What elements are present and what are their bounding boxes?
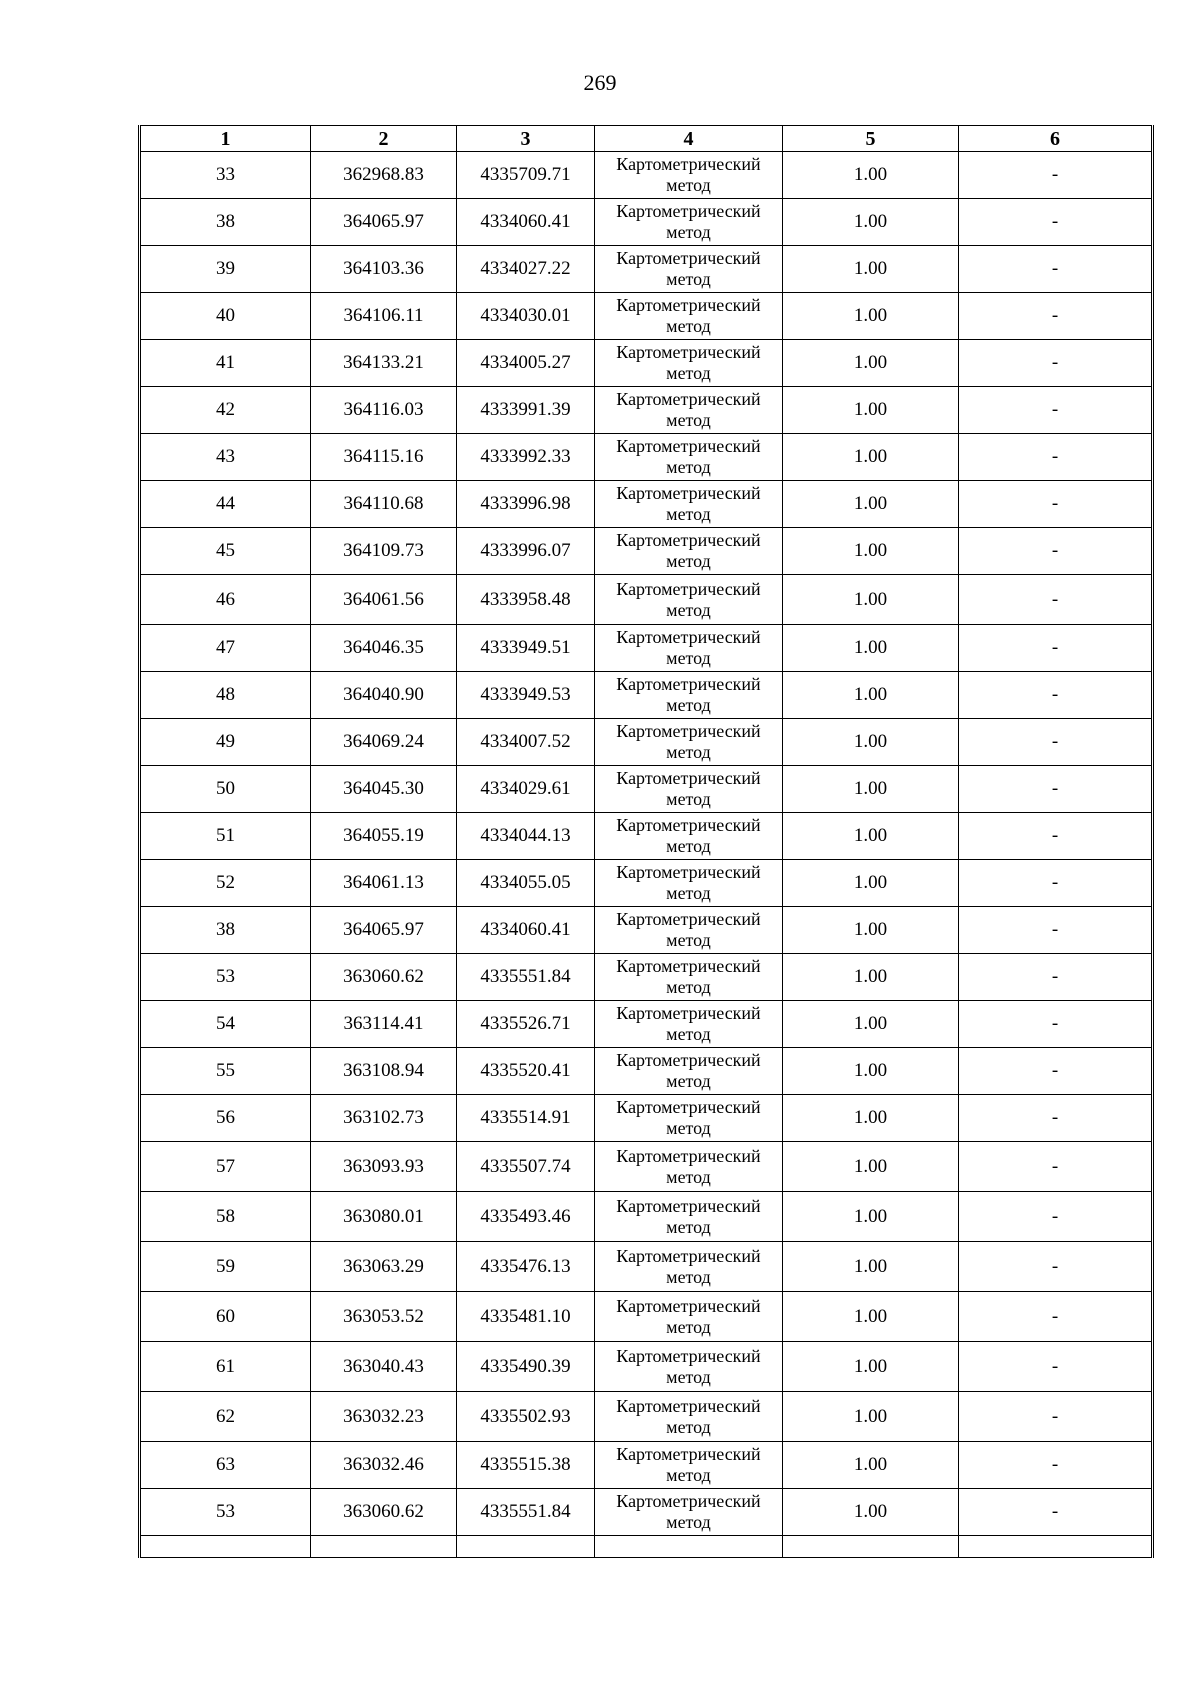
precision-cell: 1.00 — [783, 1095, 959, 1142]
note-cell: - — [959, 575, 1153, 625]
precision-cell: 1.00 — [783, 293, 959, 340]
method-cell: Картометрический метод — [595, 1095, 783, 1142]
column-header-5: 5 — [783, 126, 959, 152]
method-cell: Картометрический метод — [595, 860, 783, 907]
empty-cell — [783, 1536, 959, 1558]
table-row — [140, 246, 1153, 293]
note-cell: - — [959, 860, 1153, 907]
note-cell: - — [959, 481, 1153, 528]
method-cell: Картометрический метод — [595, 1442, 783, 1489]
note-cell: - — [959, 1489, 1153, 1536]
x-coordinate-cell: 363060.62 — [311, 954, 457, 1001]
x-coordinate-cell: 363114.41 — [311, 1001, 457, 1048]
x-coordinate-cell: 364133.21 — [311, 340, 457, 387]
precision-cell: 1.00 — [783, 860, 959, 907]
y-coordinate-cell: 4335476.13 — [457, 1242, 595, 1292]
note-cell: - — [959, 199, 1153, 246]
x-coordinate-cell: 363060.62 — [311, 1489, 457, 1536]
note-cell: - — [959, 625, 1153, 672]
table-body — [140, 152, 1153, 1558]
y-coordinate-cell: 4333958.48 — [457, 575, 595, 625]
precision-cell: 1.00 — [783, 1242, 959, 1292]
point-number-cell: 40 — [140, 293, 311, 340]
method-cell: Картометрический метод — [595, 1392, 783, 1442]
table-row — [140, 719, 1153, 766]
table-row — [140, 528, 1153, 575]
note-cell: - — [959, 434, 1153, 481]
point-number-cell: 45 — [140, 528, 311, 575]
point-number-cell: 57 — [140, 1142, 311, 1192]
note-cell: - — [959, 152, 1153, 199]
x-coordinate-cell: 363102.73 — [311, 1095, 457, 1142]
point-number-cell: 50 — [140, 766, 311, 813]
point-number-cell: 51 — [140, 813, 311, 860]
y-coordinate-cell: 4334005.27 — [457, 340, 595, 387]
x-coordinate-cell: 364055.19 — [311, 813, 457, 860]
table-row — [140, 1442, 1153, 1489]
precision-cell: 1.00 — [783, 719, 959, 766]
x-coordinate-cell: 363053.52 — [311, 1292, 457, 1342]
method-cell: Картометрический метод — [595, 199, 783, 246]
table-row — [140, 813, 1153, 860]
y-coordinate-cell: 4335502.93 — [457, 1392, 595, 1442]
note-cell: - — [959, 1442, 1153, 1489]
precision-cell: 1.00 — [783, 528, 959, 575]
point-number-cell: 52 — [140, 860, 311, 907]
point-number-cell: 58 — [140, 1192, 311, 1242]
empty-cell — [311, 1536, 457, 1558]
y-coordinate-cell: 4335551.84 — [457, 1489, 595, 1536]
method-cell: Картометрический метод — [595, 1489, 783, 1536]
method-cell: Картометрический метод — [595, 672, 783, 719]
note-cell: - — [959, 528, 1153, 575]
empty-cell — [959, 1536, 1153, 1558]
x-coordinate-cell: 364065.97 — [311, 199, 457, 246]
table-row — [140, 481, 1153, 528]
precision-cell: 1.00 — [783, 1489, 959, 1536]
point-number-cell: 55 — [140, 1048, 311, 1095]
y-coordinate-cell: 4334060.41 — [457, 907, 595, 954]
point-number-cell: 53 — [140, 1489, 311, 1536]
coordinates-table-container — [138, 125, 1151, 1558]
y-coordinate-cell: 4335514.91 — [457, 1095, 595, 1142]
note-cell: - — [959, 954, 1153, 1001]
y-coordinate-cell: 4334055.05 — [457, 860, 595, 907]
table-row — [140, 293, 1153, 340]
table-row — [140, 625, 1153, 672]
precision-cell: 1.00 — [783, 1442, 959, 1489]
point-number-cell: 53 — [140, 954, 311, 1001]
precision-cell: 1.00 — [783, 481, 959, 528]
table-row — [140, 860, 1153, 907]
x-coordinate-cell: 364061.13 — [311, 860, 457, 907]
table-row — [140, 434, 1153, 481]
note-cell: - — [959, 1342, 1153, 1392]
y-coordinate-cell: 4335507.74 — [457, 1142, 595, 1192]
precision-cell: 1.00 — [783, 1342, 959, 1392]
precision-cell: 1.00 — [783, 1392, 959, 1442]
precision-cell: 1.00 — [783, 672, 959, 719]
note-cell: - — [959, 766, 1153, 813]
table-row — [140, 1142, 1153, 1192]
point-number-cell: 59 — [140, 1242, 311, 1292]
point-number-cell: 56 — [140, 1095, 311, 1142]
note-cell: - — [959, 1095, 1153, 1142]
y-coordinate-cell: 4335520.41 — [457, 1048, 595, 1095]
method-cell: Картометрический метод — [595, 387, 783, 434]
x-coordinate-cell: 363032.46 — [311, 1442, 457, 1489]
x-coordinate-cell: 364065.97 — [311, 907, 457, 954]
column-header-6: 6 — [959, 126, 1153, 152]
table-row — [140, 199, 1153, 246]
x-coordinate-cell: 364106.11 — [311, 293, 457, 340]
y-coordinate-cell: 4335515.38 — [457, 1442, 595, 1489]
y-coordinate-cell: 4335551.84 — [457, 954, 595, 1001]
method-cell: Картометрический метод — [595, 1142, 783, 1192]
y-coordinate-cell: 4335493.46 — [457, 1192, 595, 1242]
x-coordinate-cell: 362968.83 — [311, 152, 457, 199]
table-row — [140, 1192, 1153, 1242]
x-coordinate-cell: 364109.73 — [311, 528, 457, 575]
method-cell: Картометрический метод — [595, 481, 783, 528]
y-coordinate-cell: 4333949.53 — [457, 672, 595, 719]
table-row — [140, 672, 1153, 719]
y-coordinate-cell: 4333996.07 — [457, 528, 595, 575]
precision-cell: 1.00 — [783, 954, 959, 1001]
precision-cell: 1.00 — [783, 434, 959, 481]
point-number-cell: 39 — [140, 246, 311, 293]
x-coordinate-cell: 363063.29 — [311, 1242, 457, 1292]
y-coordinate-cell: 4334060.41 — [457, 199, 595, 246]
note-cell: - — [959, 1292, 1153, 1342]
point-number-cell: 62 — [140, 1392, 311, 1442]
note-cell: - — [959, 1242, 1153, 1292]
table-row — [140, 1095, 1153, 1142]
x-coordinate-cell: 363032.23 — [311, 1392, 457, 1442]
note-cell: - — [959, 719, 1153, 766]
column-header-1: 1 — [140, 126, 311, 152]
page-number: 269 — [583, 70, 617, 95]
x-coordinate-cell: 364115.16 — [311, 434, 457, 481]
table-row — [140, 575, 1153, 625]
y-coordinate-cell: 4333992.33 — [457, 434, 595, 481]
note-cell: - — [959, 1001, 1153, 1048]
x-coordinate-cell: 363093.93 — [311, 1142, 457, 1192]
table-row — [140, 1342, 1153, 1392]
table-row — [140, 1001, 1153, 1048]
x-coordinate-cell: 363040.43 — [311, 1342, 457, 1392]
table-row — [140, 766, 1153, 813]
note-cell: - — [959, 672, 1153, 719]
point-number-cell: 60 — [140, 1292, 311, 1342]
method-cell: Картометрический метод — [595, 575, 783, 625]
table-row — [140, 340, 1153, 387]
precision-cell: 1.00 — [783, 387, 959, 434]
empty-table-row — [140, 1536, 1153, 1558]
point-number-cell: 38 — [140, 199, 311, 246]
point-number-cell: 43 — [140, 434, 311, 481]
point-number-cell: 61 — [140, 1342, 311, 1392]
note-cell: - — [959, 813, 1153, 860]
x-coordinate-cell: 364061.56 — [311, 575, 457, 625]
table-header-row — [140, 126, 1153, 152]
note-cell: - — [959, 1192, 1153, 1242]
y-coordinate-cell: 4333949.51 — [457, 625, 595, 672]
coordinates-table — [138, 125, 1154, 1558]
y-coordinate-cell: 4335526.71 — [457, 1001, 595, 1048]
method-cell: Картометрический метод — [595, 1342, 783, 1392]
column-header-3: 3 — [457, 126, 595, 152]
y-coordinate-cell: 4333996.98 — [457, 481, 595, 528]
table-row — [140, 387, 1153, 434]
y-coordinate-cell: 4335490.39 — [457, 1342, 595, 1392]
empty-cell — [595, 1536, 783, 1558]
note-cell: - — [959, 246, 1153, 293]
precision-cell: 1.00 — [783, 152, 959, 199]
point-number-cell: 46 — [140, 575, 311, 625]
method-cell: Картометрический метод — [595, 766, 783, 813]
table-row — [140, 1489, 1153, 1536]
table-row — [140, 1048, 1153, 1095]
method-cell: Картометрический метод — [595, 954, 783, 1001]
x-coordinate-cell: 364110.68 — [311, 481, 457, 528]
table-row — [140, 1292, 1153, 1342]
x-coordinate-cell: 364116.03 — [311, 387, 457, 434]
y-coordinate-cell: 4335709.71 — [457, 152, 595, 199]
point-number-cell: 33 — [140, 152, 311, 199]
precision-cell: 1.00 — [783, 813, 959, 860]
y-coordinate-cell: 4334007.52 — [457, 719, 595, 766]
x-coordinate-cell: 363080.01 — [311, 1192, 457, 1242]
precision-cell: 1.00 — [783, 199, 959, 246]
note-cell: - — [959, 1142, 1153, 1192]
x-coordinate-cell: 364045.30 — [311, 766, 457, 813]
precision-cell: 1.00 — [783, 1001, 959, 1048]
method-cell: Картометрический метод — [595, 625, 783, 672]
x-coordinate-cell: 364040.90 — [311, 672, 457, 719]
note-cell: - — [959, 293, 1153, 340]
note-cell: - — [959, 340, 1153, 387]
table-row — [140, 954, 1153, 1001]
x-coordinate-cell: 363108.94 — [311, 1048, 457, 1095]
precision-cell: 1.00 — [783, 766, 959, 813]
method-cell: Картометрический метод — [595, 907, 783, 954]
x-coordinate-cell: 364069.24 — [311, 719, 457, 766]
point-number-cell: 48 — [140, 672, 311, 719]
method-cell: Картометрический метод — [595, 1292, 783, 1342]
x-coordinate-cell: 364103.36 — [311, 246, 457, 293]
point-number-cell: 63 — [140, 1442, 311, 1489]
table-row — [140, 907, 1153, 954]
x-coordinate-cell: 364046.35 — [311, 625, 457, 672]
point-number-cell: 38 — [140, 907, 311, 954]
method-cell: Картометрический метод — [595, 528, 783, 575]
note-cell: - — [959, 1392, 1153, 1442]
precision-cell: 1.00 — [783, 340, 959, 387]
method-cell: Картометрический метод — [595, 340, 783, 387]
method-cell: Картометрический метод — [595, 434, 783, 481]
precision-cell: 1.00 — [783, 246, 959, 293]
note-cell: - — [959, 387, 1153, 434]
empty-cell — [140, 1536, 311, 1558]
y-coordinate-cell: 4334044.13 — [457, 813, 595, 860]
point-number-cell: 47 — [140, 625, 311, 672]
y-coordinate-cell: 4335481.10 — [457, 1292, 595, 1342]
point-number-cell: 49 — [140, 719, 311, 766]
precision-cell: 1.00 — [783, 1192, 959, 1242]
note-cell: - — [959, 1048, 1153, 1095]
note-cell: - — [959, 907, 1153, 954]
precision-cell: 1.00 — [783, 575, 959, 625]
point-number-cell: 42 — [140, 387, 311, 434]
point-number-cell: 41 — [140, 340, 311, 387]
y-coordinate-cell: 4334030.01 — [457, 293, 595, 340]
y-coordinate-cell: 4333991.39 — [457, 387, 595, 434]
precision-cell: 1.00 — [783, 1048, 959, 1095]
column-header-4: 4 — [595, 126, 783, 152]
method-cell: Картометрический метод — [595, 1048, 783, 1095]
y-coordinate-cell: 4334029.61 — [457, 766, 595, 813]
method-cell: Картометрический метод — [595, 293, 783, 340]
point-number-cell: 44 — [140, 481, 311, 528]
table-row — [140, 1242, 1153, 1292]
method-cell: Картометрический метод — [595, 246, 783, 293]
method-cell: Картометрический метод — [595, 152, 783, 199]
column-header-2: 2 — [311, 126, 457, 152]
precision-cell: 1.00 — [783, 907, 959, 954]
empty-cell — [457, 1536, 595, 1558]
table-row — [140, 1392, 1153, 1442]
point-number-cell: 54 — [140, 1001, 311, 1048]
method-cell: Картометрический метод — [595, 1001, 783, 1048]
table-row — [140, 152, 1153, 199]
method-cell: Картометрический метод — [595, 1242, 783, 1292]
method-cell: Картометрический метод — [595, 813, 783, 860]
precision-cell: 1.00 — [783, 625, 959, 672]
method-cell: Картометрический метод — [595, 1192, 783, 1242]
precision-cell: 1.00 — [783, 1142, 959, 1192]
precision-cell: 1.00 — [783, 1292, 959, 1342]
method-cell: Картометрический метод — [595, 719, 783, 766]
y-coordinate-cell: 4334027.22 — [457, 246, 595, 293]
